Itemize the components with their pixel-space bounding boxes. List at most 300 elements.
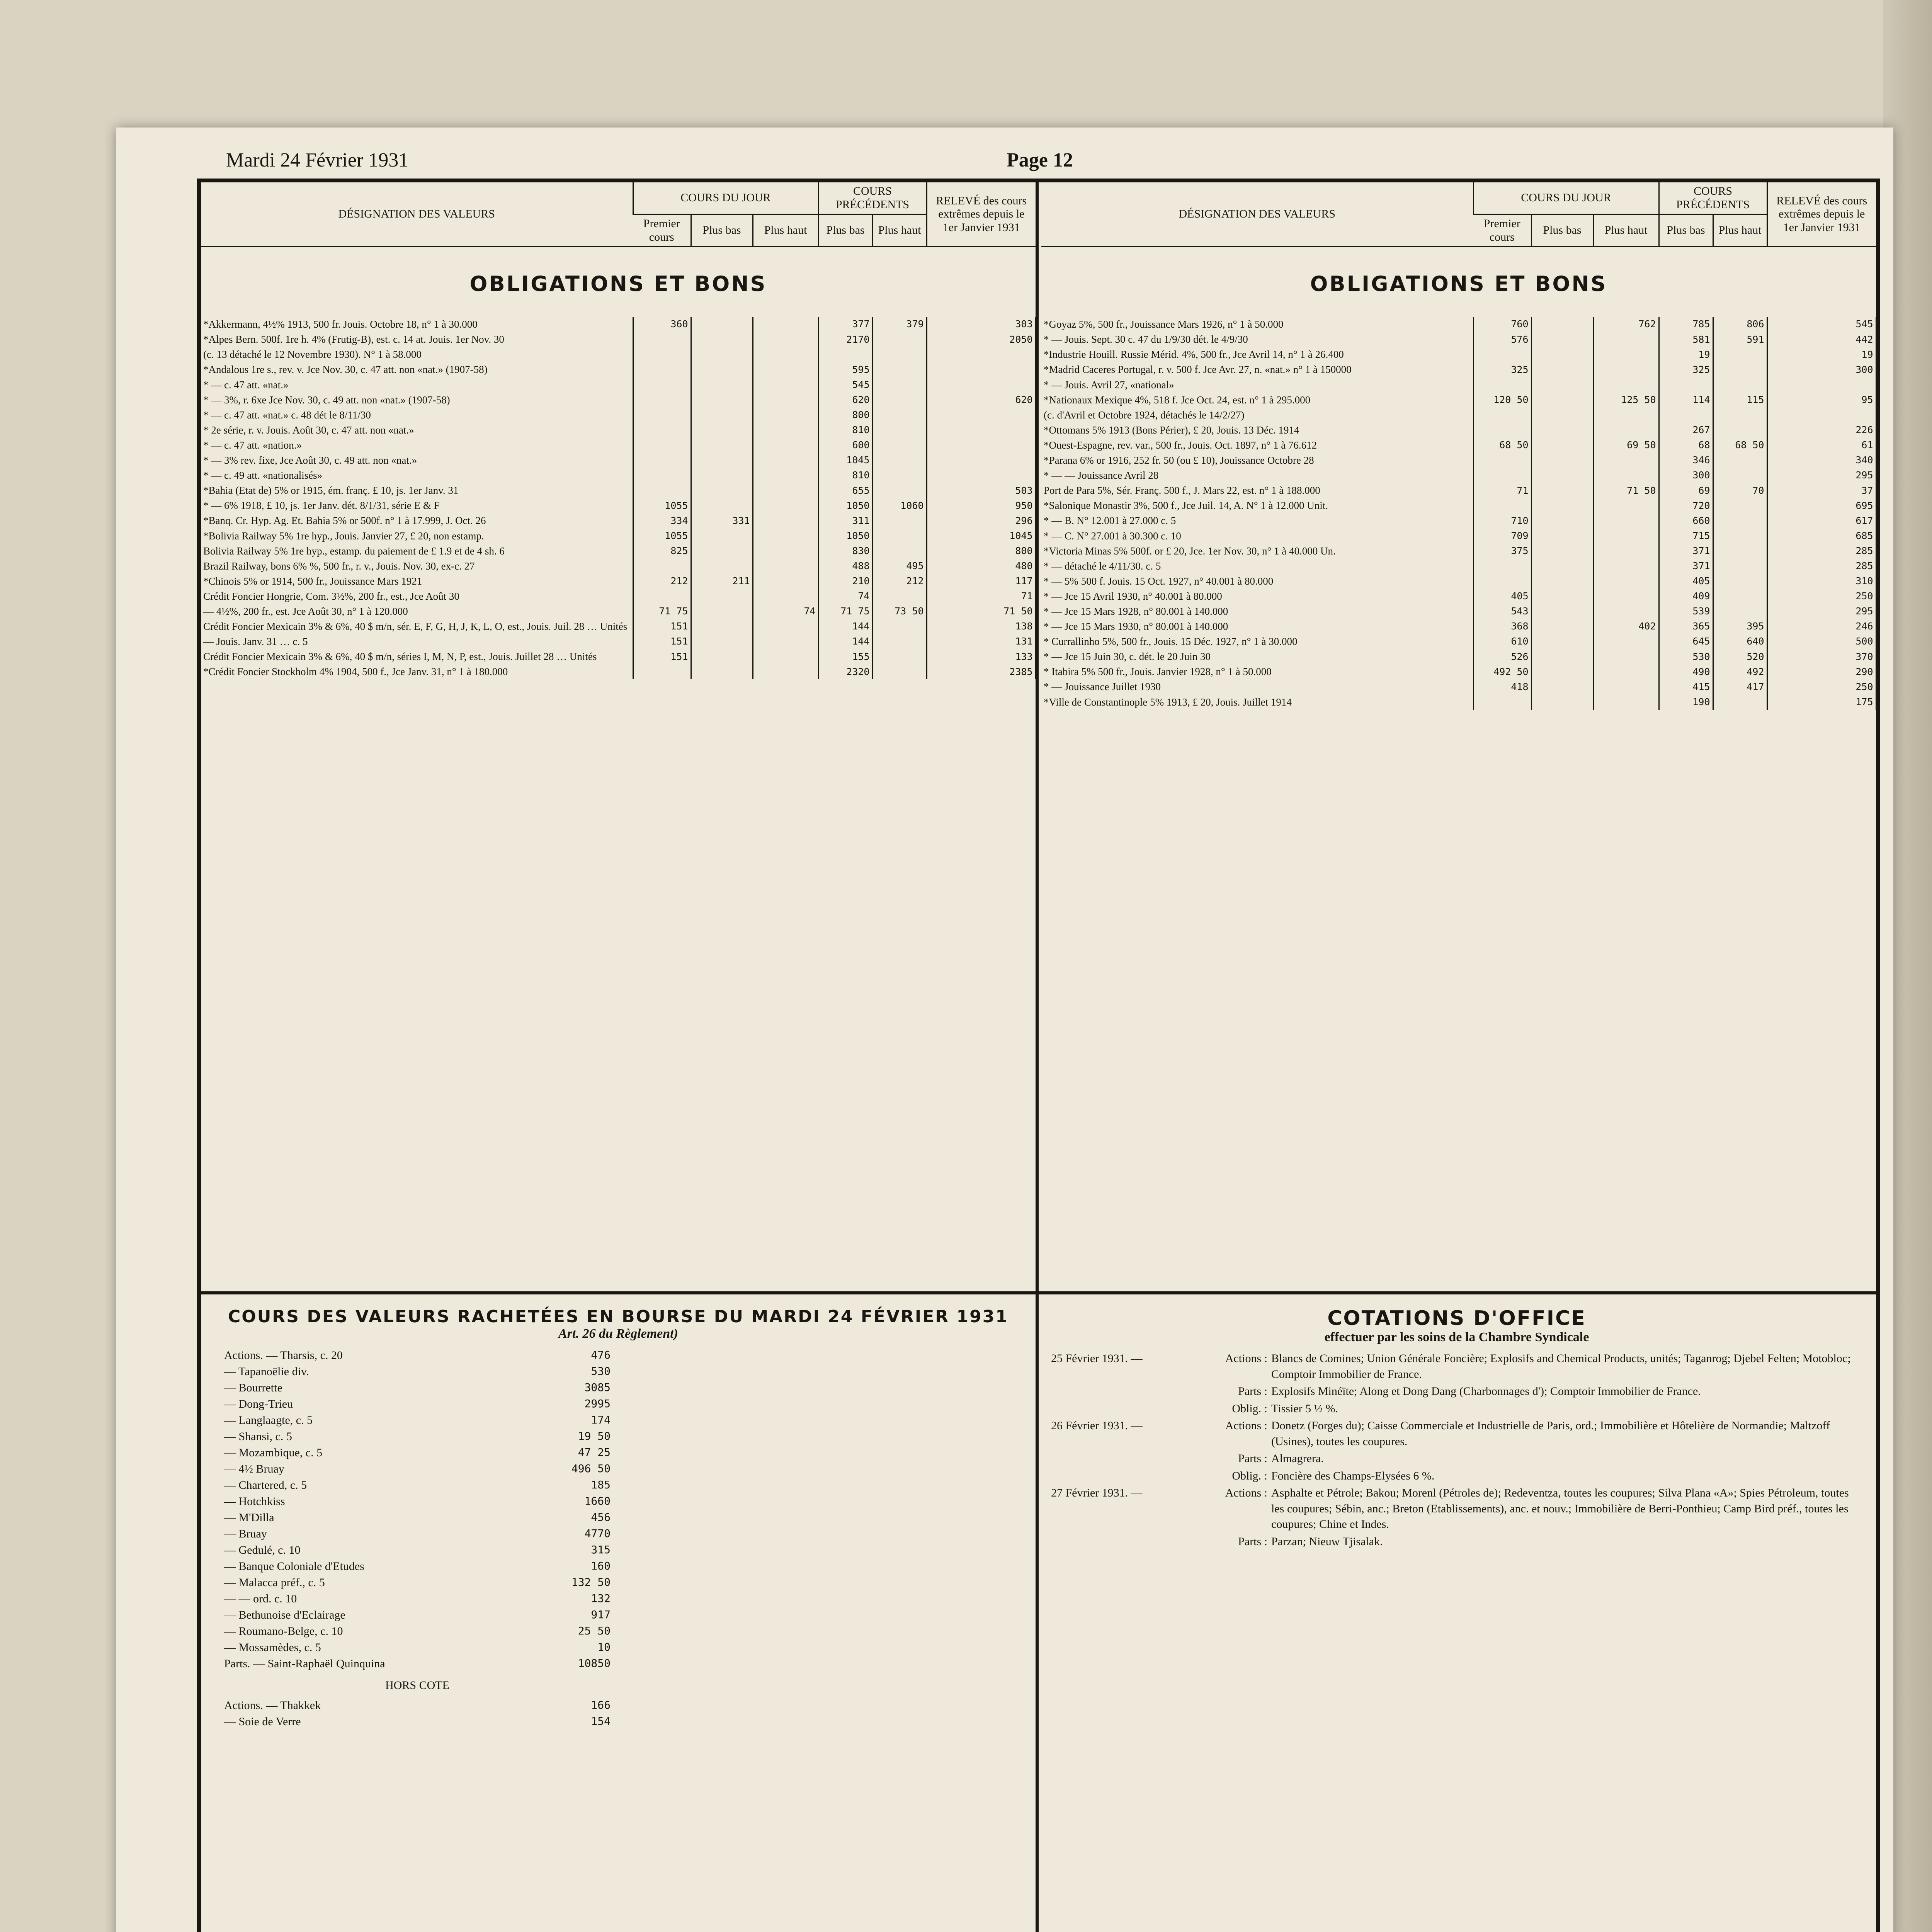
bond-row (1041, 393, 1876, 408)
bond-value: 492 50 (1473, 664, 1531, 679)
bond-value (1593, 544, 1659, 559)
bond-value (691, 438, 753, 453)
bond-value: 212 (872, 574, 927, 589)
bond-value (691, 664, 753, 679)
rachetee-label: Parts. — Saint-Raphaël Quinquina (224, 1657, 385, 1670)
bond-value (633, 468, 691, 483)
bond-row (201, 529, 1036, 544)
header-page-number: Page 12 (1007, 149, 1073, 171)
bond-name: *Bolivia Railway 5% 1re hyp., Jouis. Janvier 27, £ 20, non estamp. (203, 530, 484, 542)
bond-row (1041, 589, 1876, 604)
bond-value: 950 (927, 498, 1036, 513)
bond-value: 1045 (927, 529, 1036, 544)
bond-row (201, 438, 1036, 453)
col-plus-bas: Plus bas (1531, 214, 1593, 247)
bond-value (1531, 332, 1593, 347)
bond-value: 825 (633, 544, 691, 559)
bond-value: 1055 (633, 529, 691, 544)
col-cours-precedents: COURS PRÉCÉDENTS (1659, 182, 1767, 214)
bond-value (691, 604, 753, 619)
rachetee-label: — Banque Coloniale d'Etudes (224, 1560, 364, 1573)
bond-value (1713, 559, 1767, 574)
bond-name: *Banq. Cr. Hyp. Ag. Et. Bahia 5% or 500f. n° 1 à 17.999, J. Oct. 26 (203, 515, 486, 527)
bond-value (1473, 378, 1531, 393)
bond-value: 377 (818, 317, 872, 332)
bond-value (1593, 679, 1659, 694)
rachetee-label: — 4½ Bruay (224, 1463, 284, 1475)
bond-name: Crédit Foncier Mexicain 3% & 6%, 40 $ m/n, séries I, M, N, P, est., Jouis. Juillet 28 … Unités (203, 651, 597, 663)
bond-value: 715 (1659, 529, 1713, 544)
bond-row (201, 498, 1036, 513)
bond-value: 371 (1659, 559, 1713, 574)
rachetee-label: — — ord. c. 10 (224, 1592, 297, 1605)
bond-value (1531, 574, 1593, 589)
col-cours-du-jour: COURS DU JOUR (633, 182, 818, 214)
cotation-entry (1051, 1418, 1862, 1449)
bond-value (1531, 695, 1593, 710)
bond-value: 800 (818, 408, 872, 423)
bond-value (691, 619, 753, 634)
bond-value (1531, 483, 1593, 498)
bond-value (1713, 544, 1767, 559)
rachetee-row (224, 1542, 611, 1558)
bond-value (633, 347, 691, 362)
bond-row (201, 393, 1036, 408)
rachetee-row (224, 1623, 611, 1639)
bond-value (1767, 408, 1876, 423)
bond-value (1531, 513, 1593, 528)
rachetee-row (224, 1714, 611, 1730)
bond-name: *Chinois 5% or 1914, 500 fr., Jouissance Mars 1921 (203, 575, 422, 587)
bond-value (1593, 559, 1659, 574)
bond-value (1531, 438, 1593, 453)
bond-value: 210 (818, 574, 872, 589)
bond-value (691, 453, 753, 468)
rachetee-label: — Shansi, c. 5 (224, 1430, 292, 1443)
bond-row (1041, 362, 1876, 377)
bond-value: 620 (927, 393, 1036, 408)
bond-value (691, 378, 753, 393)
rachetee-value: 19 50 (578, 1430, 611, 1442)
bond-value: 600 (818, 438, 872, 453)
bond-value: 405 (1473, 589, 1531, 604)
rachetee-row (224, 1493, 611, 1510)
cotation-text: Tissier 5 ½ %. (1271, 1402, 1338, 1415)
bond-value (872, 408, 927, 423)
rachetee-value: 456 (591, 1511, 611, 1524)
bond-value (691, 529, 753, 544)
bond-value (872, 649, 927, 664)
cotation-text: Foncière des Champs-Elysées 6 %. (1271, 1469, 1435, 1482)
bond-name: Brazil Railway, bons 6% %, 500 fr., r. v., Jouis. Nov. 30, ex-c. 27 (203, 560, 475, 572)
cotation-entry (1051, 1468, 1862, 1484)
rachetee-row (224, 1347, 611, 1364)
cotation-entry (1051, 1384, 1862, 1400)
bond-value (1593, 362, 1659, 377)
bond-value: 409 (1659, 589, 1713, 604)
col-plus-haut: Plus haut (753, 214, 818, 247)
bond-value (1713, 378, 1767, 393)
bond-value: 371 (1659, 544, 1713, 559)
bond-value (753, 483, 818, 498)
bond-name: *Madrid Caceres Portugal, r. v. 500 f. Jce Avr. 27, n. «nat.» n° 1 à 150000 (1044, 364, 1352, 376)
rachetee-row (224, 1445, 611, 1461)
rachetee-row (224, 1429, 611, 1445)
bond-value (927, 423, 1036, 438)
bond-value (1593, 589, 1659, 604)
rachetee-row (224, 1639, 611, 1656)
col-releve: RELEVÉ des cours extrêmes depuis le 1er Janvier 1931 (927, 182, 1036, 247)
bond-value (1473, 408, 1531, 423)
bond-value: 360 (633, 317, 691, 332)
bond-value (691, 498, 753, 513)
bond-name: *Industrie Houill. Russie Mérid. 4%, 500 fr., Jce Avril 14, n° 1 à 26.400 (1044, 349, 1344, 361)
bond-value: 695 (1767, 498, 1876, 513)
bond-value (633, 423, 691, 438)
bond-value (1531, 468, 1593, 483)
bond-name: *Victoria Minas 5% 500f. or £ 20, Jce. 1er Nov. 30, n° 1 à 40.000 Un. (1044, 545, 1336, 557)
bond-value (1531, 317, 1593, 332)
rachetee-value: 4770 (584, 1527, 611, 1540)
rachetee-value: 2995 (584, 1397, 611, 1410)
rachetee-label: — M'Dilla (224, 1511, 274, 1524)
bond-value: 806 (1713, 317, 1767, 332)
bond-row (1041, 483, 1876, 498)
center-rule-2 (1036, 1291, 1039, 1932)
bond-value: 810 (818, 468, 872, 483)
bond-name: * — Jce 15 Juin 30, c. dét. le 20 Juin 30 (1044, 651, 1211, 663)
cotation-date: 25 Février 1931. — (1051, 1352, 1143, 1365)
bond-value (1531, 393, 1593, 408)
cotations-subtitle: effectuer par les soins de la Chambre Syndicale (1324, 1330, 1589, 1344)
bond-value: 290 (1767, 664, 1876, 679)
bond-row (201, 559, 1036, 574)
col-premier: Premier cours (1473, 214, 1531, 247)
bonds-left-panel (201, 182, 1036, 1291)
bond-value: 1055 (633, 498, 691, 513)
bond-value (691, 634, 753, 649)
cotation-text: Explosifs Minéïte; Along et Dong Dang (Charbonnages d'); Comptoir Immobilier de France. (1271, 1385, 1701, 1398)
bond-value: 190 (1659, 695, 1713, 710)
bond-value (1531, 664, 1593, 679)
bond-row (1041, 438, 1876, 453)
bond-value (1593, 453, 1659, 468)
bond-value (872, 393, 927, 408)
bond-value (1593, 468, 1659, 483)
bond-value: 2050 (927, 332, 1036, 347)
bond-name: *Akkermann, 4½% 1913, 500 fr. Jouis. Octobre 18, n° 1 à 30.000 (203, 318, 478, 330)
bond-value: 151 (633, 619, 691, 634)
bond-value (691, 332, 753, 347)
bond-value (1593, 574, 1659, 589)
bond-value: 545 (1767, 317, 1876, 332)
bond-value (927, 362, 1036, 377)
bond-row (201, 604, 1036, 619)
bond-value (1473, 423, 1531, 438)
bond-value: 300 (1767, 362, 1876, 377)
cotation-entry (1051, 1401, 1862, 1417)
bond-value: 762 (1593, 317, 1659, 332)
bond-value: 310 (1767, 574, 1876, 589)
bond-name: *Alpes Bern. 500f. 1re h. 4% (Frutig-B), est. c. 14 at. Jouis. 1er Nov. 30 (203, 333, 504, 345)
col-cours-du-jour: COURS DU JOUR (1473, 182, 1659, 214)
bond-value: 226 (1767, 423, 1876, 438)
bond-value (872, 544, 927, 559)
rachetee-row (224, 1607, 611, 1623)
bond-value (872, 362, 927, 377)
center-rule (1036, 182, 1039, 1291)
col-prec-bas: Plus bas (1659, 214, 1713, 247)
bonds-left-table (201, 182, 1036, 679)
bond-value (872, 589, 927, 604)
col-prec-haut: Plus haut (872, 214, 927, 247)
bond-row (201, 468, 1036, 483)
bond-value (1713, 513, 1767, 528)
bond-row (1041, 498, 1876, 513)
rachetee-row (224, 1412, 611, 1429)
bond-value: 405 (1659, 574, 1713, 589)
rachetees-subtitle: Art. 26 du Règlement) (558, 1327, 678, 1341)
bond-name: * — B. N° 12.001 à 27.000 c. 5 (1044, 515, 1176, 527)
rachetee-row (224, 1380, 611, 1396)
bond-value: 61 (1767, 438, 1876, 453)
bond-value: 70 (1713, 483, 1767, 498)
bond-value (1531, 619, 1593, 634)
bond-value: 71 50 (927, 604, 1036, 619)
bond-value (1713, 362, 1767, 377)
bond-value: 720 (1659, 498, 1713, 513)
bond-value (753, 619, 818, 634)
bond-value (872, 529, 927, 544)
bond-value (1593, 634, 1659, 649)
bond-row (201, 378, 1036, 393)
cotation-kind: Oblig. : (1232, 1402, 1267, 1415)
bond-value (1531, 347, 1593, 362)
bond-value (753, 559, 818, 574)
rachetee-row (224, 1697, 611, 1714)
bond-value: 250 (1767, 589, 1876, 604)
bond-name: * — 3%, r. 6xe Jce Nov. 30, c. 49 att. non «nat.» (1907-58) (203, 394, 450, 406)
bond-row (1041, 423, 1876, 438)
cotations-list (1051, 1351, 1862, 1549)
bond-value: 660 (1659, 513, 1713, 528)
rachetee-row (224, 1510, 611, 1526)
bond-value: 617 (1767, 513, 1876, 528)
bond-value: 69 50 (1593, 438, 1659, 453)
bond-name: * Currallinho 5%, 500 fr., Jouis. 15 Déc. 1927, n° 1 à 30.000 (1044, 636, 1298, 648)
bond-value (1473, 559, 1531, 574)
cotation-kind: Parts : (1238, 1452, 1267, 1465)
bond-value: 133 (927, 649, 1036, 664)
col-releve: RELEVÉ des cours extrêmes depuis le 1er Janvier 1931 (1767, 182, 1876, 247)
bond-value (1473, 453, 1531, 468)
bond-value (753, 589, 818, 604)
bond-name: * — 6% 1918, £ 10, js. 1er Janv. dét. 8/1/31, série E & F (203, 500, 440, 512)
bond-value (1473, 468, 1531, 483)
bond-row (201, 483, 1036, 498)
bond-value (1593, 604, 1659, 619)
bond-value: 311 (818, 513, 872, 528)
bond-value: 785 (1659, 317, 1713, 332)
bond-row (1041, 529, 1876, 544)
bond-value: 114 (1659, 393, 1713, 408)
cotation-date (1051, 1534, 1194, 1550)
bond-row (201, 619, 1036, 634)
bond-row (201, 408, 1036, 423)
bond-value: 365 (1659, 619, 1713, 634)
bond-row (1041, 544, 1876, 559)
bond-row (1041, 468, 1876, 483)
bond-value (872, 619, 927, 634)
bond-value (691, 649, 753, 664)
bond-name: *Parana 6% or 1916, 252 fr. 50 (ou £ 10), Jouissance Octobre 28 (1044, 454, 1314, 466)
bond-value: 402 (1593, 619, 1659, 634)
bond-name: * — 3% rev. fixe, Jce Août 30, c. 49 att. non «nat.» (203, 454, 417, 466)
rachetee-value: 132 (591, 1592, 611, 1605)
bond-row (1041, 453, 1876, 468)
bond-value (753, 438, 818, 453)
bond-value (691, 468, 753, 483)
bond-row (201, 332, 1036, 347)
bond-value (753, 393, 818, 408)
bond-value: 800 (927, 544, 1036, 559)
bond-value (872, 483, 927, 498)
bond-value (1713, 529, 1767, 544)
bond-value (872, 513, 927, 528)
bond-value (1531, 453, 1593, 468)
bond-value: 68 50 (1473, 438, 1531, 453)
rachetee-label: — Bethunoise d'Eclairage (224, 1609, 345, 1621)
bond-value (633, 438, 691, 453)
bond-row (1041, 378, 1876, 393)
bond-value (872, 453, 927, 468)
bond-value: 500 (1767, 634, 1876, 649)
bond-value: 285 (1767, 559, 1876, 574)
bond-value: 370 (1767, 649, 1876, 664)
bond-value (872, 468, 927, 483)
rachetee-row (224, 1575, 611, 1591)
rachetee-row (224, 1396, 611, 1412)
bond-row (1041, 664, 1876, 679)
bond-value: 685 (1767, 529, 1876, 544)
bond-value: 539 (1659, 604, 1713, 619)
bond-name: * — c. 47 att. «nat.» (203, 379, 289, 391)
bond-name: * — Jouis. Avril 27, «national» (1044, 379, 1174, 391)
cotation-text: Blancs de Comines; Union Générale Foncière; Explosifs and Chemical Products, unités; Taganrog; Djebel Felten; Motobloc; Comptoir Immobilier de France. (1271, 1352, 1851, 1381)
bond-value: 655 (818, 483, 872, 498)
bond-value (872, 423, 927, 438)
bond-row (201, 513, 1036, 528)
bond-value (753, 513, 818, 528)
bond-row (1041, 574, 1876, 589)
bond-row (1041, 679, 1876, 694)
bond-value: 495 (872, 559, 927, 574)
bond-value: 1045 (818, 453, 872, 468)
bond-value: 117 (927, 574, 1036, 589)
rachetee-label: Actions. — Thakkek (224, 1699, 321, 1712)
bond-name: * — Jce 15 Avril 1930, n° 40.001 à 80.000 (1044, 590, 1222, 602)
bond-value (1473, 347, 1531, 362)
bond-value: 395 (1713, 619, 1767, 634)
bond-value (753, 453, 818, 468)
bond-name: *Crédit Foncier Stockholm 4% 1904, 500 f., Jce Janv. 31, n° 1 à 180.000 (203, 666, 508, 678)
rachetee-label: — Gedulé, c. 10 (224, 1544, 301, 1556)
bond-value (1531, 498, 1593, 513)
col-cours-precedents: COURS PRÉCÉDENTS (818, 182, 927, 214)
bond-name: * — c. 47 att. «nation.» (203, 439, 302, 451)
bond-row (1041, 347, 1876, 362)
page-frame (197, 179, 1880, 1932)
bond-value: 212 (633, 574, 691, 589)
bond-value (691, 423, 753, 438)
bond-value (633, 332, 691, 347)
bond-value (872, 438, 927, 453)
col-prec-bas: Plus bas (818, 214, 872, 247)
bond-name: *Ville de Constantinople 5% 1913, £ 20, Jouis. Juillet 1914 (1044, 696, 1292, 708)
cotation-date: 27 Février 1931. — (1051, 1486, 1143, 1499)
rachetee-label: — Mozambique, c. 5 (224, 1446, 323, 1459)
col-designation: DÉSIGNATION DES VALEURS (201, 182, 633, 247)
bond-row (201, 347, 1036, 362)
bond-value: 379 (872, 317, 927, 332)
bond-value: 73 50 (872, 604, 927, 619)
bond-value: 375 (1473, 544, 1531, 559)
bond-value: 760 (1473, 317, 1531, 332)
bond-value: 576 (1473, 332, 1531, 347)
bond-value (753, 408, 818, 423)
bond-value: 131 (927, 634, 1036, 649)
col-designation: DÉSIGNATION DES VALEURS (1041, 182, 1473, 247)
bond-value (1531, 529, 1593, 544)
bond-value: 488 (818, 559, 872, 574)
hors-cote-list (224, 1697, 611, 1730)
bond-value (1531, 649, 1593, 664)
rachetee-row (224, 1461, 611, 1477)
rachetee-value: 530 (591, 1365, 611, 1378)
bond-value (1713, 574, 1767, 589)
bond-value: 71 75 (818, 604, 872, 619)
bond-name: * — Jce 15 Mars 1930, n° 80.001 à 140.000 (1044, 621, 1228, 633)
bond-value: 526 (1473, 649, 1531, 664)
bond-value: 246 (1767, 619, 1876, 634)
rachetees-list (224, 1347, 611, 1672)
col-prec-haut: Plus haut (1713, 214, 1767, 247)
bond-value: 74 (818, 589, 872, 604)
bond-name: * — Jouis. Sept. 30 c. 47 du 1/9/30 dét. le 4/9/30 (1044, 333, 1248, 345)
rachetee-value: 10 (597, 1641, 611, 1653)
rachetee-label: — Roumano-Belge, c. 10 (224, 1625, 343, 1638)
bond-value (1593, 378, 1659, 393)
bond-value: 68 (1659, 438, 1713, 453)
bond-value: 71 75 (633, 604, 691, 619)
bond-row (1041, 317, 1876, 332)
bond-row (1041, 619, 1876, 634)
bond-value (1593, 423, 1659, 438)
bond-value (872, 664, 927, 679)
bond-name: *Nationaux Mexique 4%, 518 f. Jce Oct. 24, est. n° 1 à 295.000 (1044, 394, 1311, 406)
bond-value (1531, 589, 1593, 604)
bond-value: 296 (927, 513, 1036, 528)
bond-row (201, 574, 1036, 589)
rachetee-value: 917 (591, 1608, 611, 1621)
bond-value (691, 544, 753, 559)
bond-value (691, 317, 753, 332)
bond-value: 543 (1473, 604, 1531, 619)
rachetee-value: 476 (591, 1349, 611, 1361)
bond-value (1593, 498, 1659, 513)
bond-value: 2170 (818, 332, 872, 347)
bond-value (633, 408, 691, 423)
